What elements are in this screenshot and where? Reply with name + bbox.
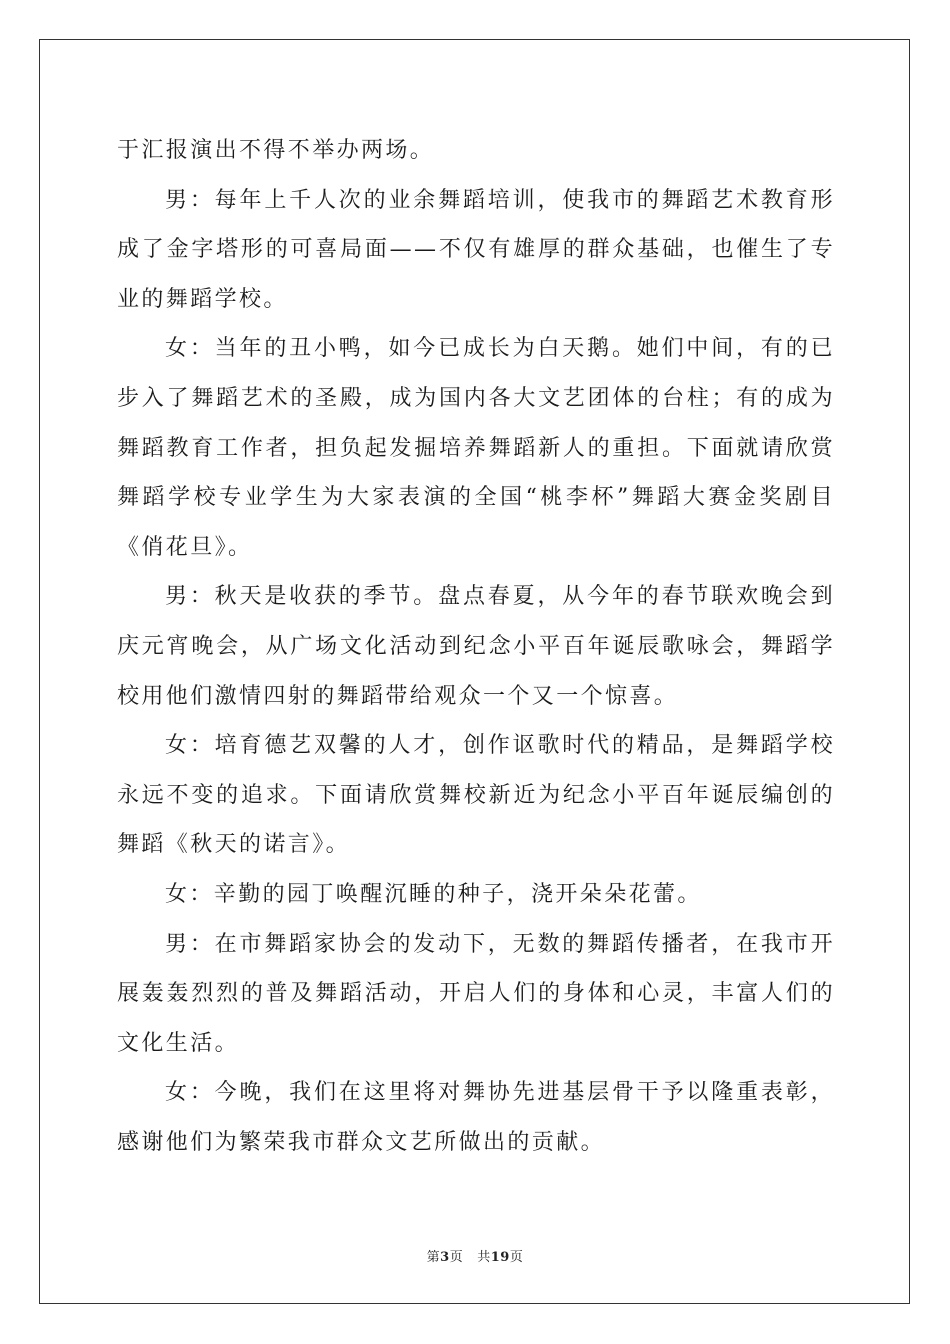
footer-total-suffix: 页 (509, 1250, 524, 1265)
footer-total-pages: 19 (490, 1250, 510, 1265)
paragraph-male-training: 男：每年上千人次的业余舞蹈培训，使我市的舞蹈艺术教育形成了金字塔形的可喜局面——不仅有雄厚的群众基础，也催生了专业的舞蹈学校。 (117, 187, 835, 312)
footer-page-suffix: 页 (449, 1250, 464, 1265)
paragraph-female-talent: 女：培育德艺双馨的人才，创作讴歌时代的精品，是舞蹈学校永远不变的追求。下面请欣赏舞校新近为纪念小平百年诞辰编创的舞蹈《秋天的诺言》。 (117, 733, 835, 858)
footer-page-prefix: 第 (426, 1250, 441, 1265)
footer-total-prefix: 共 (477, 1250, 491, 1265)
page-footer (0, 1246, 950, 1265)
paragraph-continued: 于汇报演出不得不举办两场。 (117, 138, 435, 163)
paragraph-male-association: 男：在市舞蹈家协会的发动下，无数的舞蹈传播者，在我市开展轰轰烈烈的普及舞蹈活动，开启人们的身体和心灵，丰富人们的文化生活。 (117, 931, 835, 1056)
paragraph-female-tonight: 女：今晚，我们在这里将对舞协先进基层骨干予以隆重表彰，感谢他们为繁荣我市群众文艺所做出的贡献。 (117, 1080, 835, 1155)
document-body (117, 126, 835, 1167)
paragraph-female-gardener: 女：辛勤的园丁唤醒沉睡的种子，浇开朵朵花蕾。 (165, 881, 702, 907)
paragraph-male-autumn: 男：秋天是收获的季节。盘点春夏，从今年的春节联欢晚会到庆元宵晚会，从广场文化活动到纪念小平百年诞辰歌咏会，舞蹈学校用他们激情四射的舞蹈带给观众一个又一个惊喜。 (117, 584, 835, 709)
footer-page-number: 3 (440, 1250, 450, 1265)
paragraph-female-swan: 女：当年的丑小鸭，如今已成长为白天鹅。她们中间，有的已步入了舞蹈艺术的圣殿，成为国内各大文艺团体的台柱；有的成为舞蹈教育工作者，担负起发掘培养舞蹈新人的重担。下面就请欣赏舞蹈学校专业学生为大家表演的全国“桃李杯”舞蹈大赛金奖剧目《俏花旦》。 (117, 336, 835, 560)
